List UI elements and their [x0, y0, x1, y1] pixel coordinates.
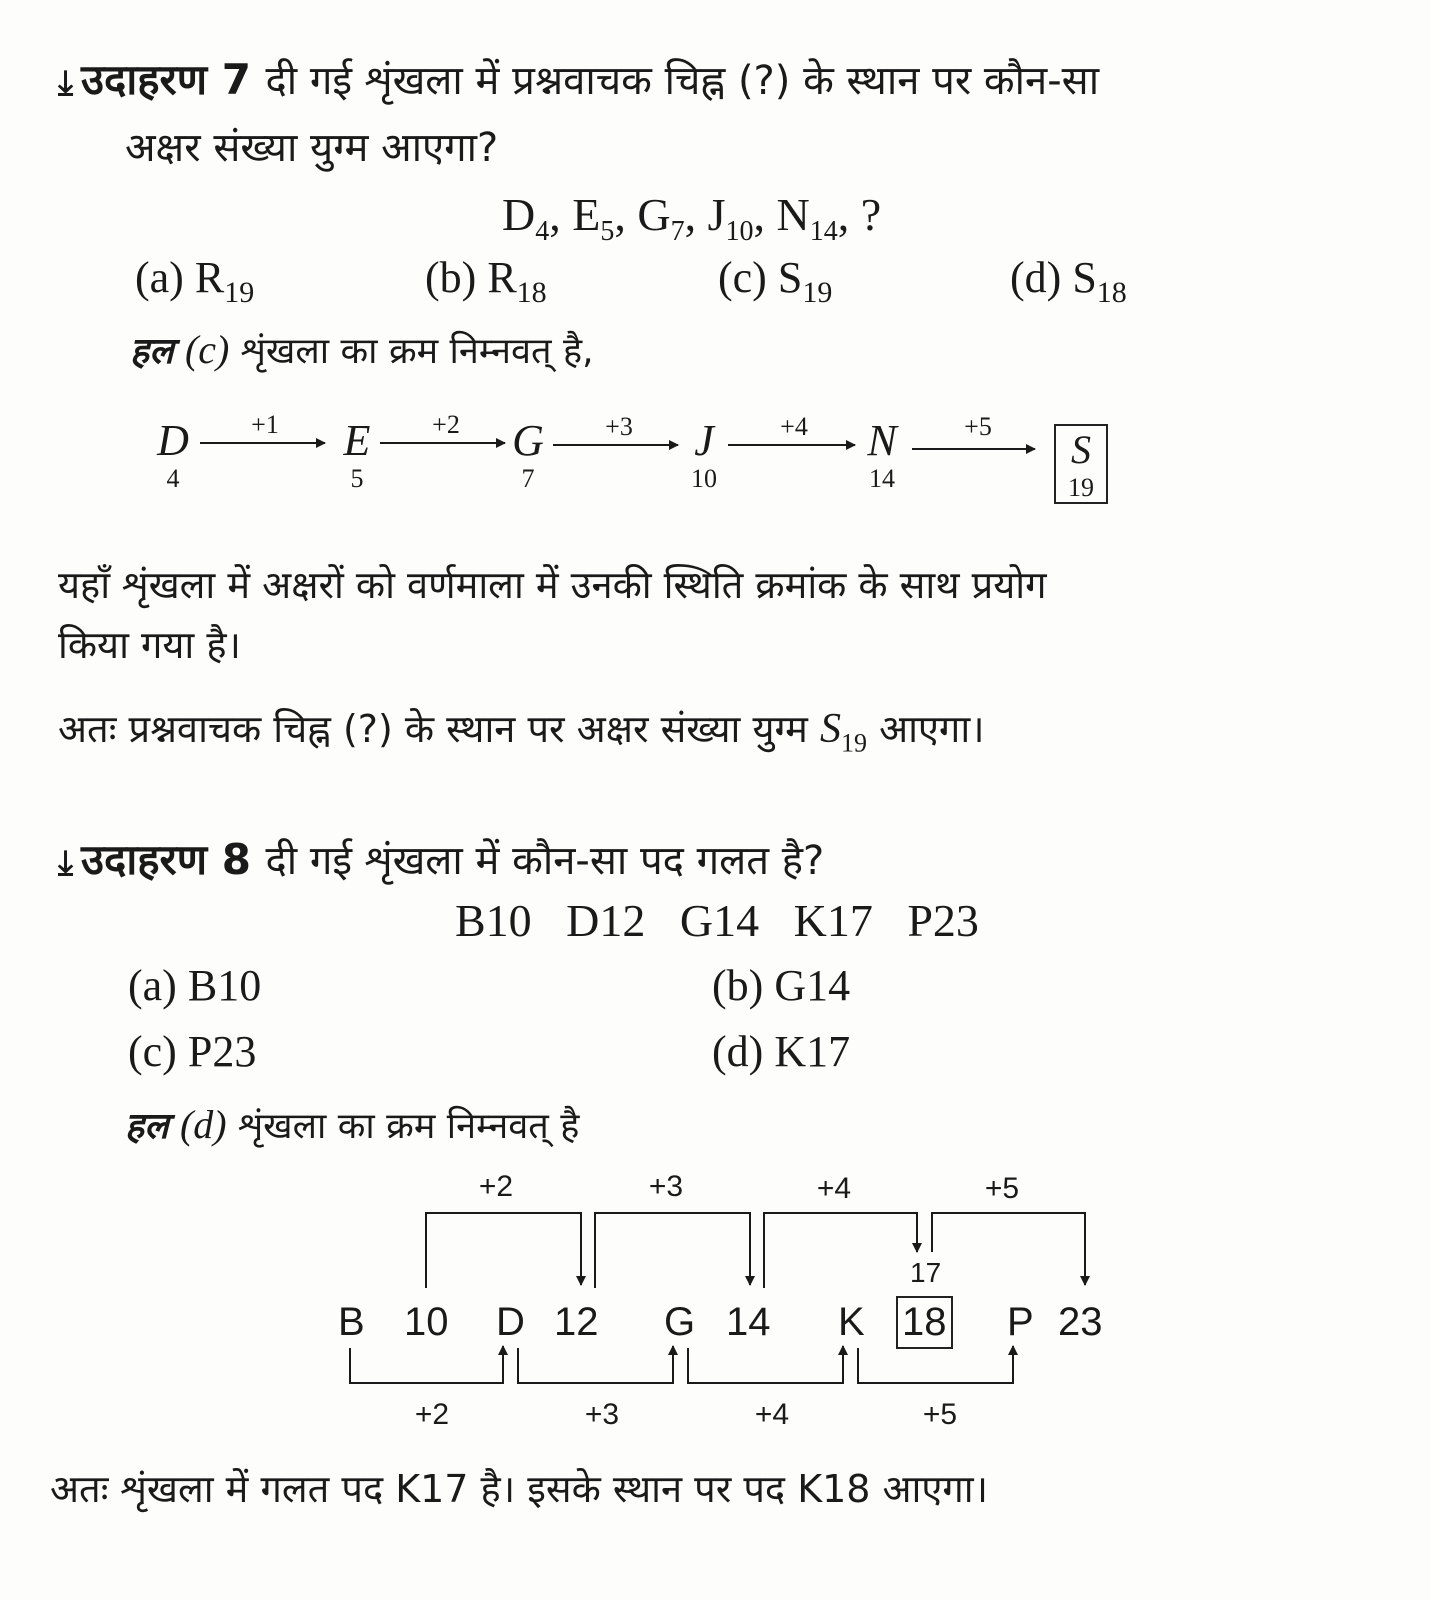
d8-letter: K: [838, 1300, 865, 1344]
d8-corrected-number: 18: [896, 1296, 953, 1349]
answer-text: अतः प्रश्नवाचक चिह्न (?) के स्थान पर अक्षर संख्या युग्म: [58, 707, 808, 751]
d7-number: 5: [350, 464, 364, 493]
series-term: $N_{14}$,: [776, 189, 850, 248]
d8-letter: B: [338, 1300, 365, 1344]
d8-top-bracket: [426, 1213, 581, 1288]
series-term: $D_4$,: [502, 189, 561, 248]
example-7-question-line1: दी गई शृंखला में प्रश्नवाचक चिह्न (?) के स्थान पर कौन-सा: [265, 58, 1100, 104]
solution-label: हल: [130, 331, 174, 372]
option-d: (d) K17: [712, 1027, 851, 1076]
d8-wrong-value: 17: [910, 1257, 942, 1288]
d8-bottom-bracket: [518, 1346, 673, 1383]
series-term: $E_5$,: [572, 189, 626, 248]
example-7-explanation-line1: यहाँ शृंखला में अक्षरों को वर्णमाला में उनकी स्थिति क्रमांक के साथ प्रयोग: [58, 563, 1047, 607]
d8-top-step: +5: [984, 1172, 1020, 1205]
d7-letter: N: [867, 416, 897, 465]
d8-bottom-step: +4: [754, 1398, 790, 1431]
d7-number: 7: [521, 464, 535, 493]
example-8-series: B10 D12 G14 K17 P23: [455, 895, 979, 946]
option-a: (a) B10: [128, 961, 262, 1010]
d7-step-label: +2: [432, 410, 460, 439]
d7-answer-letter: S: [1071, 427, 1091, 472]
d8-top-step: +2: [478, 1170, 514, 1203]
d7-letter: G: [512, 416, 544, 465]
d7-step-label: +3: [605, 412, 633, 441]
download-icon: ⤓: [58, 843, 74, 883]
d8-top-bracket: [932, 1213, 1085, 1285]
d8-bottom-step: +3: [584, 1398, 620, 1431]
series-term: $J_{10}$,: [707, 189, 765, 248]
d7-step-label: +4: [780, 412, 808, 441]
d8-bottom-bracket: [350, 1346, 503, 1383]
d8-bottom-step: +5: [922, 1398, 958, 1431]
d7-answer-number: 19: [1068, 473, 1094, 502]
d8-number: 10: [404, 1300, 449, 1344]
d7-step-label: +5: [964, 412, 992, 441]
solution-label: हल: [125, 1106, 169, 1147]
solution-key: (c): [184, 327, 230, 372]
d8-top-bracket: [595, 1213, 750, 1288]
example-8-label: उदाहरण 8: [81, 835, 251, 884]
d7-letter: J: [694, 416, 714, 465]
d8-number: 23: [1058, 1300, 1103, 1344]
example-8-question: दी गई शृंखला में कौन-सा पद गलत है?: [265, 838, 825, 884]
d8-top-step: +3: [648, 1170, 684, 1203]
solution-text: शृंखला का क्रम निम्नवत् है,: [240, 331, 594, 372]
d8-number: 14: [726, 1300, 771, 1344]
example-7-question-line2: अक्षर संख्या युग्म आएगा?: [125, 125, 499, 171]
d7-letter: D: [157, 416, 189, 465]
d7-step-label: +1: [251, 410, 279, 439]
example-7-explanation-line2: किया गया है।: [58, 623, 241, 667]
download-icon: ⤓: [58, 63, 74, 103]
d7-number: 10: [691, 464, 717, 493]
example-8-answer: अतः शृंखला में गलत पद K17 है। इसके स्थान पर पद K18 आएगा।: [50, 1467, 989, 1511]
option-c: (c) $S_{19}$: [718, 253, 833, 309]
example-7-label: उदाहरण 7: [81, 55, 251, 104]
d7-number: 14: [869, 464, 895, 493]
option-c: (c) P23: [128, 1027, 257, 1076]
solution-text: शृंखला का क्रम निम्नवत् है: [238, 1106, 580, 1147]
option-b: (b) G14: [712, 961, 851, 1010]
d8-bottom-step: +2: [414, 1398, 450, 1431]
answer-pair: $S_{19}$: [819, 706, 867, 758]
d8-top-step: +4: [816, 1172, 852, 1205]
d8-letter: G: [664, 1300, 696, 1344]
d8-letter: P: [1007, 1300, 1034, 1344]
d8-bottom-bracket: [688, 1346, 843, 1383]
series-term: $G_7$,: [637, 189, 697, 248]
d8-letter: D: [496, 1300, 525, 1344]
series-unknown: ?: [860, 189, 882, 240]
d8-top-bracket: [764, 1213, 917, 1288]
solution-key: (d): [179, 1102, 227, 1147]
d8-bottom-bracket: [858, 1346, 1013, 1383]
option-b: (b) $R_{18}$: [425, 253, 547, 309]
option-d: (d) $S_{18}$: [1010, 253, 1127, 309]
answer-text-end: आएगा।: [879, 707, 985, 751]
d8-number: 12: [554, 1300, 599, 1344]
d7-number: 4: [166, 464, 180, 493]
option-a: (a) $R_{19}$: [135, 253, 255, 309]
d7-letter: E: [343, 416, 371, 465]
